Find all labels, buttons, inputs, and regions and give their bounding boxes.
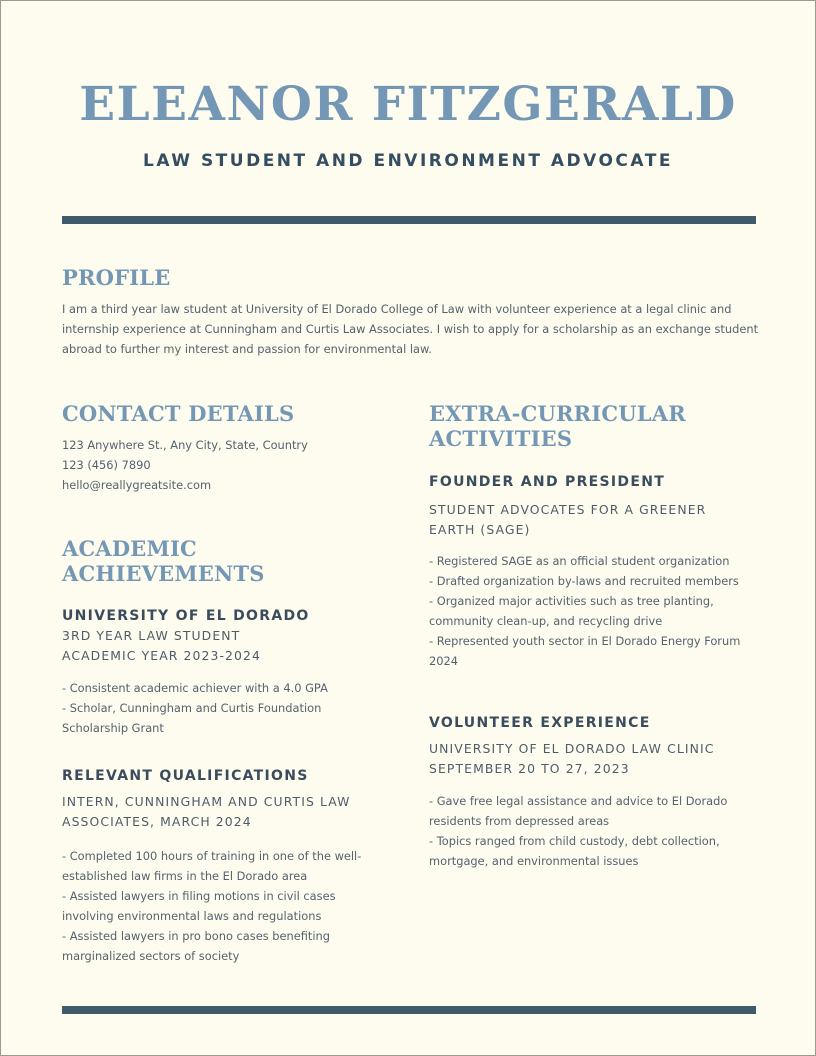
top-divider — [62, 216, 756, 224]
extracurricular-section — [429, 472, 754, 671]
contact-heading: CONTACT DETAILS — [62, 401, 295, 426]
volunteer-dates: SEPTEMBER 20 TO 27, 2023 — [429, 761, 630, 776]
profile-section — [62, 265, 762, 359]
extracurricular-bullets — [429, 551, 754, 671]
list-item: - Consistent academic achiever with a 4.0 GPA — [62, 681, 328, 695]
academic-program: 3RD YEAR LAW STUDENT — [62, 628, 241, 643]
list-item: - Assisted lawyers in pro bono cases benefiting marginalized sectors of society — [62, 929, 330, 963]
volunteer-org: UNIVERSITY OF EL DORADO LAW CLINIC — [429, 741, 715, 756]
academic-heading: ACADEMIC ACHIEVEMENTS — [62, 536, 265, 586]
list-item: - Completed 100 hours of training in one of the well-established law firms in the El Dorado area — [62, 849, 362, 883]
list-item: - Represented youth sector in El Dorado Energy Forum 2024 — [429, 634, 741, 668]
list-item: - Drafted organization by-laws and recruited members — [429, 574, 739, 588]
contact-email: hello@reallygreatsite.com — [62, 478, 212, 492]
volunteer-section — [429, 713, 754, 871]
academic-heading-block — [62, 536, 402, 586]
resume-name: ELEANOR FITZGERALD — [79, 77, 737, 132]
academic-section — [62, 606, 384, 738]
list-item: - Gave free legal assistance and advice to El Dorado residents from depressed areas — [429, 794, 728, 828]
contact-section — [62, 401, 392, 495]
volunteer-heading: VOLUNTEER EXPERIENCE — [429, 715, 651, 731]
qualifications-bullets — [62, 846, 384, 966]
resume-title: LAW STUDENT AND ENVIRONMENT ADVOCATE — [143, 151, 673, 171]
profile-text: I am a third year law student at University of El Dorado College of Law with volunteer experience at a legal clinic and internship experience at Cunningham and Curtis Law Associates. I wish to apply for a scholarship as an exchange student abroad to further my interest and passion for environmental law. — [62, 302, 759, 356]
academic-bullets — [62, 678, 384, 738]
bottom-divider — [62, 1006, 756, 1014]
extracurricular-heading: EXTRA-CURRICULAR ACTIVITIES — [429, 401, 686, 451]
extracurricular-role: FOUNDER AND PRESIDENT — [429, 474, 666, 490]
qualifications-heading: RELEVANT QUALIFICATIONS — [62, 768, 309, 784]
extracurricular-org: STUDENT ADVOCATES FOR A GREENER EARTH (SAGE) — [429, 502, 707, 537]
list-item: - Assisted lawyers in filing motions in civil cases involving environmental laws and regulations — [62, 889, 336, 923]
profile-heading: PROFILE — [62, 265, 171, 290]
qualifications-role: INTERN, CUNNINGHAM AND CURTIS LAW ASSOCIATES, MARCH 2024 — [62, 794, 351, 829]
list-item: - Registered SAGE as an official student organization — [429, 554, 730, 568]
list-item: - Topics ranged from child custody, debt collection, mortgage, and environmental issues — [429, 834, 720, 868]
contact-phone: 123 (456) 7890 — [62, 458, 151, 472]
academic-year: ACADEMIC YEAR 2023-2024 — [62, 648, 261, 663]
academic-school: UNIVERSITY OF EL DORADO — [62, 608, 310, 624]
list-item: - Organized major activities such as tree planting, community clean-up, and recycling drive — [429, 594, 714, 628]
contact-address: 123 Anywhere St., Any City, State, Country — [62, 438, 308, 452]
qualifications-section — [62, 766, 384, 966]
list-item: - Scholar, Cunningham and Curtis Foundation Scholarship Grant — [62, 701, 322, 735]
volunteer-bullets — [429, 791, 754, 871]
extracurricular-heading-block — [429, 401, 689, 451]
